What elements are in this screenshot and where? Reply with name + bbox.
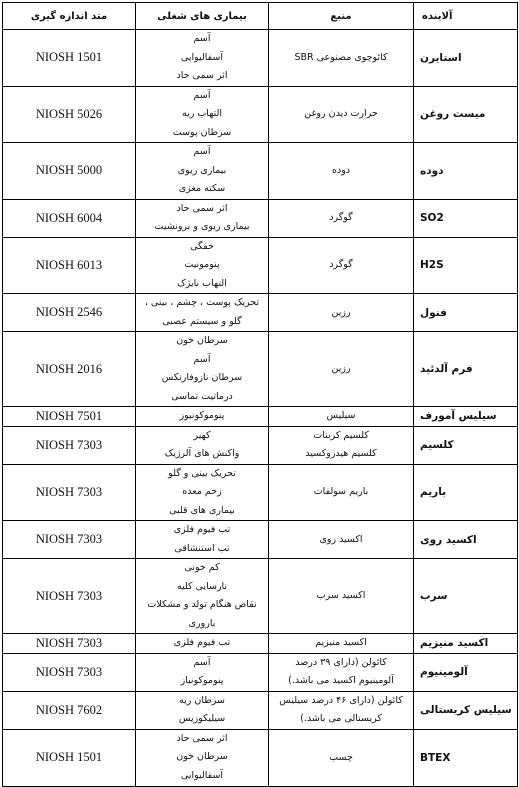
disease-line: سکته مغزی: [178, 183, 226, 194]
disease-line: سیلیکوزیس: [178, 713, 226, 724]
disease-line: آسم: [193, 33, 211, 44]
cell-pollutant: سرب: [414, 559, 518, 634]
cell-source: [269, 30, 414, 87]
table-row: [3, 653, 518, 691]
source-line: گوگرد: [329, 212, 353, 223]
source-line: چسب: [329, 751, 353, 763]
table-row: [3, 521, 518, 559]
disease-line: التهاب ریه: [182, 108, 222, 119]
cell-disease: [136, 237, 269, 294]
source-line: کائولن (دارای ۳۹ درصد: [295, 657, 387, 668]
table-body: [3, 30, 518, 787]
table-row: [3, 199, 518, 237]
source-line: حرارت دیدن روغن: [304, 108, 378, 120]
cell-disease: [136, 521, 269, 559]
cell-source: [269, 86, 414, 143]
header-pollutant: آلاینده: [414, 3, 518, 30]
table-row: [3, 691, 518, 729]
disease-line: سرطان خون: [176, 335, 228, 346]
table-row: [3, 294, 518, 332]
cell-method: NIOSH 6004: [3, 199, 136, 237]
cell-source: [269, 294, 414, 332]
cell-method: NIOSH 5000: [3, 143, 136, 200]
table-row: [3, 407, 518, 427]
table-row: [3, 143, 518, 200]
table-row: [3, 729, 518, 786]
cell-disease: [136, 464, 269, 521]
cell-disease: [136, 691, 269, 729]
disease-line: پنوموکونیاز: [180, 675, 224, 686]
disease-line: درماتیت تماسی: [171, 390, 233, 402]
disease-line: آسم: [193, 89, 211, 101]
disease-line: پنومونیت: [184, 259, 220, 270]
cell-source: [269, 729, 414, 786]
disease-line: تحریک پوست ، چشم ، بینی ،: [144, 297, 260, 308]
source-line: سیلیس: [326, 410, 356, 422]
cell-disease: [136, 729, 269, 786]
table-row: [3, 634, 518, 654]
table-row: [3, 559, 518, 634]
cell-pollutant: استایرن: [414, 30, 518, 87]
cell-method: NIOSH 7602: [3, 691, 136, 729]
table-row: [3, 30, 518, 87]
cell-source: [269, 634, 414, 654]
disease-line: سرطان نازوفارنکس: [161, 372, 243, 383]
header-row: [3, 3, 518, 30]
cell-method: NIOSH 2016: [3, 332, 136, 407]
disease-line: کم خونی: [184, 562, 220, 573]
cell-disease: [136, 86, 269, 143]
disease-line: تب فیوم فلزی: [173, 524, 231, 535]
disease-line: تب استنشاقی: [174, 542, 230, 554]
cell-source: [269, 237, 414, 294]
source-line: باریم سولفات: [313, 486, 369, 498]
table-row: [3, 86, 518, 143]
source-line: کائولن (دارای ۴۶ درصد سیلیس: [279, 695, 403, 706]
source-line: کائوچوی مصنوعی SBR: [294, 51, 388, 63]
source-line: کریستالی می باشد.): [300, 713, 382, 724]
cell-pollutant: باریم: [414, 464, 518, 521]
disease-line: بیماری های قلبی: [169, 504, 235, 516]
source-line: آلومینیوم اکسید می باشد.): [288, 675, 394, 686]
cell-pollutant: فرم آلدئید: [414, 332, 518, 407]
cell-method: NIOSH 5026: [3, 86, 136, 143]
disease-line: کهیر: [193, 429, 211, 441]
cell-source: [269, 426, 414, 464]
cell-method: NIOSH 2546: [3, 294, 136, 332]
disease-line: سرطان پوست: [172, 126, 232, 138]
source-line: اکسید منیزیم: [315, 637, 367, 649]
disease-line: اثر سمی حاد: [176, 70, 228, 81]
cell-source: [269, 199, 414, 237]
disease-line: سرطان ریه: [179, 694, 225, 706]
table-row: [3, 332, 518, 407]
cell-disease: [136, 559, 269, 634]
disease-line: پنوموکونیوز: [179, 410, 225, 421]
disease-line: تب فیوم فلزی: [173, 637, 231, 648]
cell-pollutant: SO2: [414, 199, 518, 237]
source-line: گوگرد: [329, 259, 353, 271]
cell-method: NIOSH 1501: [3, 30, 136, 87]
cell-pollutant: میست روغن: [414, 86, 518, 143]
source-line: رزین: [331, 306, 351, 318]
cell-method: NIOSH 7303: [3, 653, 136, 691]
disease-line: آسم: [193, 146, 211, 157]
cell-disease: [136, 653, 269, 691]
disease-line: اثر سمی حاد: [176, 732, 228, 744]
cell-method: NIOSH 7303: [3, 426, 136, 464]
cell-source: [269, 653, 414, 691]
table-row: [3, 464, 518, 521]
cell-source: [269, 332, 414, 407]
cell-disease: [136, 426, 269, 464]
source-line: اکسید سرب: [316, 590, 366, 601]
cell-disease: [136, 634, 269, 654]
disease-line: اثر سمی حاد: [176, 202, 228, 214]
disease-line: نقاص هنگام تولد و مشکلات: [147, 599, 257, 610]
disease-line: خفگی: [190, 240, 214, 252]
source-line: دوده: [331, 164, 351, 176]
source-line: کلسیم هیدروکسید: [305, 448, 377, 459]
disease-line: بیماری ریوی: [177, 164, 227, 176]
source-line: رزین: [331, 363, 351, 374]
cell-pollutant: فنول: [414, 294, 518, 332]
cell-method: NIOSH 1501: [3, 729, 136, 786]
cell-method: NIOSH 7303: [3, 464, 136, 521]
disease-line: بیماری ریوی و برونشیت: [154, 221, 250, 232]
disease-line: نارسایی کلیه: [176, 580, 228, 592]
disease-line: سرطان خون: [176, 751, 228, 763]
cell-source: [269, 521, 414, 559]
cell-pollutant: اکسید روی: [414, 521, 518, 559]
cell-pollutant: آلومینیوم: [414, 653, 518, 691]
cell-pollutant: BTEX: [414, 729, 518, 786]
header-method: متد اندازه گیری: [3, 3, 136, 30]
cell-source: [269, 559, 414, 634]
cell-method: NIOSH 7303: [3, 634, 136, 654]
table-row: [3, 237, 518, 294]
disease-line: آسفالیوایی: [180, 51, 224, 63]
cell-disease: [136, 332, 269, 407]
header-disease: بیماری های شغلی: [136, 3, 269, 30]
cell-method: NIOSH 7501: [3, 407, 136, 427]
disease-line: آسم: [193, 656, 211, 668]
cell-pollutant: H2S: [414, 237, 518, 294]
cell-disease: [136, 30, 269, 87]
cell-source: [269, 407, 414, 427]
disease-line: باروری: [188, 617, 216, 629]
cell-pollutant: کلسیم: [414, 426, 518, 464]
cell-method: NIOSH 7303: [3, 559, 136, 634]
cell-method: NIOSH 6013: [3, 237, 136, 294]
disease-line: گلو و سیستم عصبی: [162, 315, 242, 327]
disease-line: آسفالیوایی: [180, 769, 224, 781]
disease-line: تحریک بینی و گلو: [168, 467, 236, 479]
cell-pollutant: دوده: [414, 143, 518, 200]
disease-line: التهاب نایژک: [177, 277, 227, 289]
cell-source: [269, 143, 414, 200]
cell-disease: [136, 143, 269, 200]
cell-pollutant: اکسید منیزیم: [414, 634, 518, 654]
disease-line: واکنش های آلرژیک: [164, 448, 240, 459]
source-line: اکسید روی: [319, 533, 363, 545]
cell-disease: [136, 294, 269, 332]
cell-source: [269, 691, 414, 729]
source-line: کلسیم کربنات: [313, 430, 369, 441]
cell-pollutant: سیلیس آمورف: [414, 407, 518, 427]
cell-disease: [136, 199, 269, 237]
header-source: منبع: [269, 3, 414, 30]
cell-disease: [136, 407, 269, 427]
cell-pollutant: سیلیس کریستالی: [414, 691, 518, 729]
pollutant-table: [2, 2, 518, 787]
disease-line: زخم معده: [182, 486, 222, 497]
cell-source: [269, 464, 414, 521]
cell-method: NIOSH 7303: [3, 521, 136, 559]
disease-line: آسم: [193, 353, 211, 365]
table-row: [3, 426, 518, 464]
